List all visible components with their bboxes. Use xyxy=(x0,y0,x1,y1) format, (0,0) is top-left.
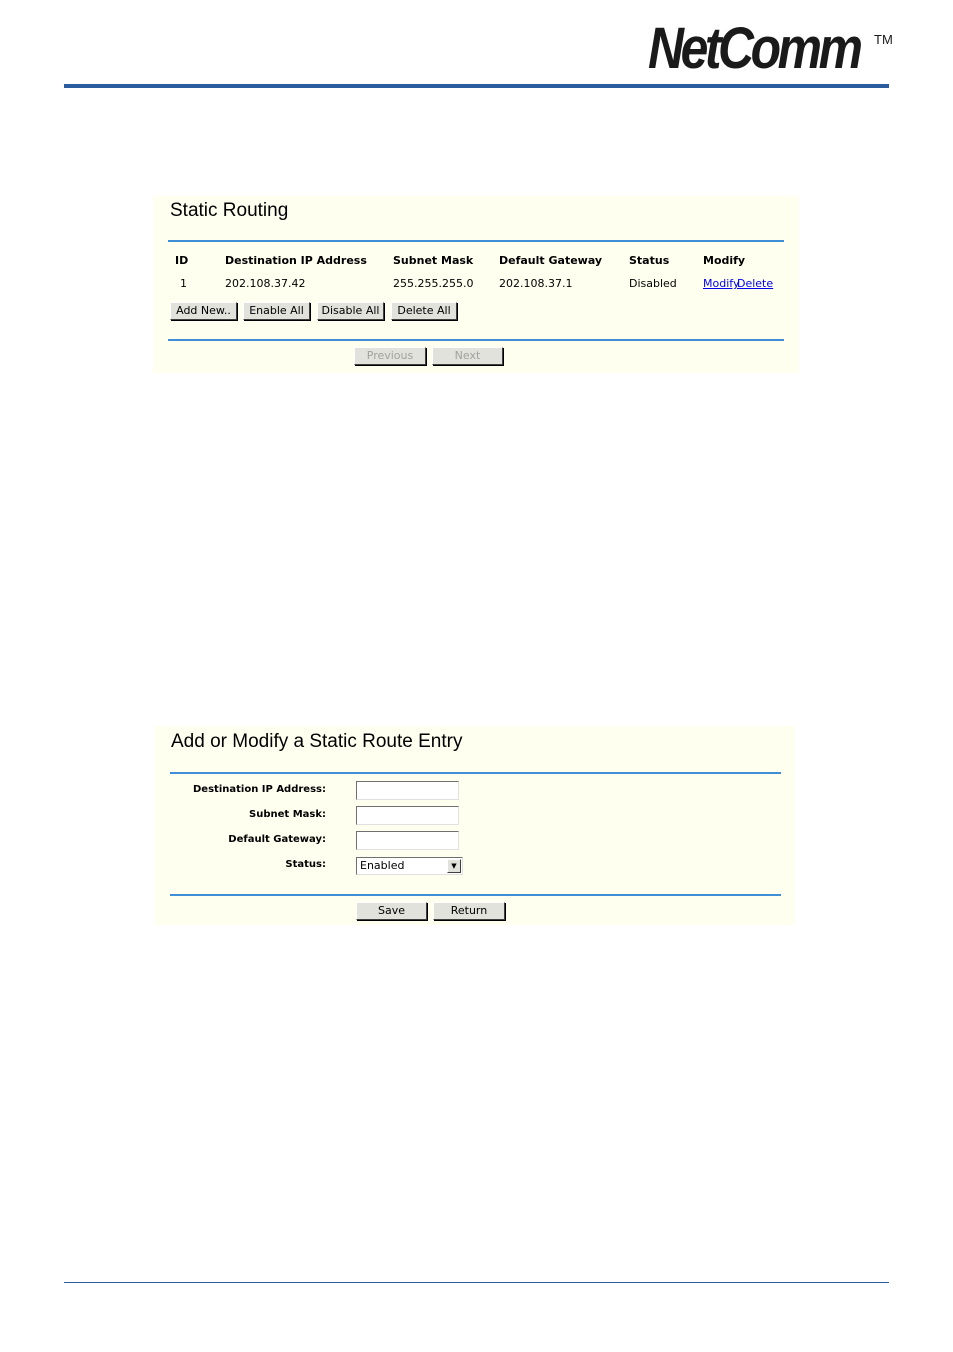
column-header-id: ID xyxy=(175,254,189,267)
enable-all-button[interactable]: Enable All xyxy=(243,302,310,320)
column-header-modify: Modify xyxy=(703,254,746,267)
form-top-divider xyxy=(170,772,781,774)
column-header-destination: Destination IP Address xyxy=(225,254,367,267)
status-selected-value: Enabled xyxy=(360,859,405,872)
chevron-down-icon[interactable]: ▼ xyxy=(447,859,461,873)
bottom-divider xyxy=(168,339,784,341)
logo-wordmark: NetComm xyxy=(648,16,860,81)
gateway-label: Default Gateway: xyxy=(228,834,326,845)
status-label: Status: xyxy=(285,859,326,870)
subnet-mask-input[interactable] xyxy=(356,806,459,825)
static-routing-title: Static Routing xyxy=(170,200,289,221)
next-button[interactable]: Next xyxy=(432,347,503,365)
delete-link[interactable]: Delete xyxy=(737,277,774,290)
trademark-mark: TM xyxy=(874,32,893,47)
route-entry-title: Add or Modify a Static Route Entry xyxy=(171,731,463,752)
row-destination: 202.108.37.42 xyxy=(225,277,306,290)
row-gateway: 202.108.37.1 xyxy=(499,277,573,290)
add-new-button[interactable]: Add New.. xyxy=(170,302,237,320)
default-gateway-input[interactable] xyxy=(356,831,459,850)
footer-divider xyxy=(64,1282,889,1283)
route-entry-panel xyxy=(155,726,795,925)
netcomm-logo xyxy=(648,18,894,80)
static-routing-panel xyxy=(153,196,799,373)
row-status: Disabled xyxy=(629,277,677,290)
header-divider xyxy=(64,84,889,88)
destination-ip-input[interactable] xyxy=(356,781,459,800)
row-id: 1 xyxy=(180,277,187,290)
previous-button[interactable]: Previous xyxy=(354,347,426,365)
form-bottom-divider xyxy=(170,894,781,896)
save-button[interactable]: Save xyxy=(356,902,427,920)
column-header-subnet-mask: Subnet Mask xyxy=(393,254,474,267)
return-button[interactable]: Return xyxy=(433,902,505,920)
status-select[interactable] xyxy=(356,857,463,875)
destination-label: Destination IP Address: xyxy=(193,784,326,795)
column-header-gateway: Default Gateway xyxy=(499,254,603,267)
disable-all-button[interactable]: Disable All xyxy=(317,302,384,320)
column-header-status: Status xyxy=(629,254,670,267)
top-divider xyxy=(168,240,784,242)
subnet-mask-label: Subnet Mask: xyxy=(249,809,326,820)
row-subnet-mask: 255.255.255.0 xyxy=(393,277,474,290)
delete-all-button[interactable]: Delete All xyxy=(391,302,457,320)
modify-link[interactable]: Modify xyxy=(703,277,740,290)
